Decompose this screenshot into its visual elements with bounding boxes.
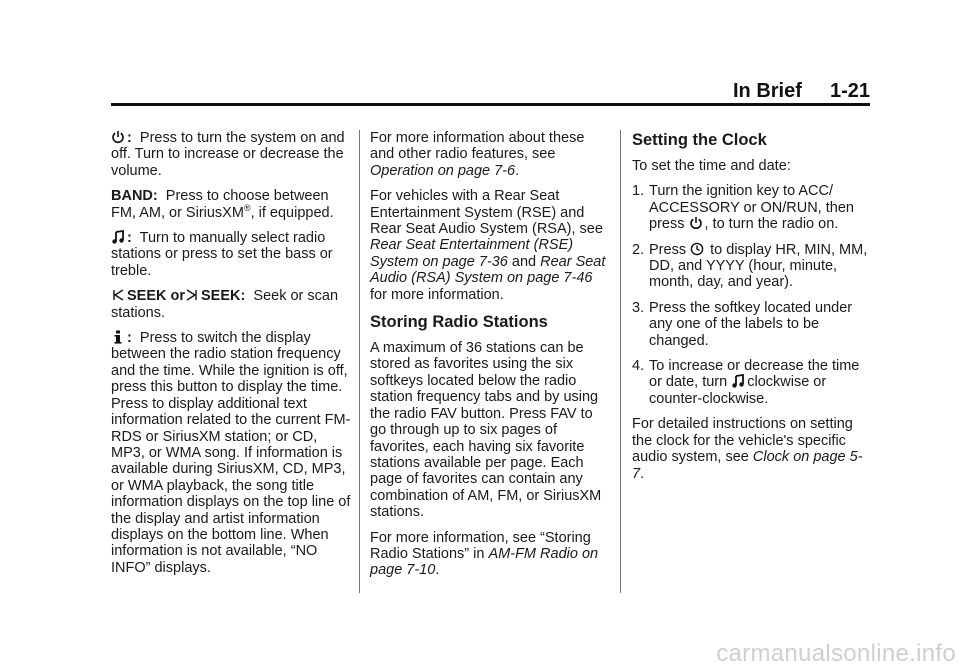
tune-paragraph: : Turn to manually select radio stations or press to set the bass or treble. bbox=[111, 230, 333, 279]
page-header bbox=[733, 80, 870, 104]
cross-reference[interactable]: Rear Seat Entertainment (RSE) System on page 7-36 bbox=[370, 237, 574, 270]
section-title: In Brief bbox=[733, 80, 802, 102]
power-icon bbox=[111, 130, 125, 144]
column-2 bbox=[370, 130, 608, 588]
clock-intro: To set the time and date: bbox=[632, 158, 791, 174]
watermark: carmanualsonline.info bbox=[716, 640, 956, 667]
column-divider bbox=[620, 130, 621, 593]
clock-steps bbox=[632, 183, 872, 407]
clock-icon bbox=[690, 242, 704, 256]
clock-heading: Setting the Clock bbox=[632, 131, 767, 149]
band-paragraph: BAND: Press to choose between FM, AM, or SiriusXM®, if equipped. bbox=[111, 188, 334, 221]
cross-reference[interactable]: Clock on page 5-7 bbox=[632, 449, 863, 482]
tune-knob-icon bbox=[731, 374, 745, 388]
list-item: 4. To increase or decrease the time or date, turn clockwise or counter-clockwise. bbox=[632, 358, 860, 407]
list-item: 3. Press the softkey located under any one of the labels to be changed. bbox=[632, 299, 853, 349]
list-item: 1. Turn the ignition key to ACC/ ACCESSORY or ON/RUN, then press , to turn the radio on. bbox=[632, 183, 854, 233]
more-info-paragraph: For more information about these and other radio features, see Operation on page 7-6. bbox=[370, 130, 585, 179]
column-1 bbox=[111, 130, 351, 585]
cross-reference[interactable]: AM-FM Radio on page 7-10 bbox=[370, 545, 599, 579]
storing-more-paragraph: For more information, see “Storing Radio Stations” in AM-FM Radio on page 7-10. bbox=[370, 529, 599, 579]
storing-heading: Storing Radio Stations bbox=[370, 313, 548, 332]
power-icon bbox=[689, 216, 703, 230]
power-paragraph: : Press to turn the system on and off. Turn to increase or decrease the volume. bbox=[111, 130, 345, 179]
column-divider bbox=[359, 130, 360, 593]
cross-reference[interactable]: Operation on page 7-6 bbox=[370, 162, 516, 179]
info-paragraph: : Press to switch the display between the radio station frequency and the time. While the ignition is off, press this button to display the time. Press to display additional text information related to the current FM-RDS or SiriusXM station; or CD, MP3, or WMA song. If information is available during SiriusXM, CD, MP3, or WMA playback, the song title information displays on the top line of the display and artist information displays on the bottom line. When information is not available, “NO INFO” displays. bbox=[111, 330, 351, 576]
page-number: 1-21 bbox=[829, 80, 870, 102]
column-3 bbox=[632, 130, 872, 491]
tune-knob-icon bbox=[111, 230, 125, 244]
rse-paragraph: For vehicles with a Rear Seat Entertainment System (RSE) and Rear Seat Audio System (RSA), see Rear Seat Entertainment (RSE) System on page 7-36 and Rear Seat Audio (RSA) System on page 7-46 for more information. bbox=[370, 188, 606, 303]
cross-reference[interactable]: Rear Seat Audio (RSA) System on page 7-46 bbox=[370, 253, 606, 287]
header-rule bbox=[111, 103, 870, 106]
seek-paragraph: SEEK or SEEK: Seek or scan stations. bbox=[111, 288, 339, 321]
seek-forward-icon bbox=[185, 288, 199, 302]
storing-paragraph: A maximum of 36 stations can be stored as favorites using the six softkeys located below the radio station frequency tabs and by using the radio FAV button. Press FAV to go through up to six pages of favorites, each having six favorite stations available per page. Each page of favorites can contain any combination of AM, FM, or SiriusXM stations. bbox=[370, 340, 602, 521]
detail-paragraph: For detailed instructions on setting the clock for the vehicle's specific audio system, see Clock on page 5-7. bbox=[632, 416, 863, 482]
list-item: 2. Press to display HR, MIN, MM, DD, and YYYY (hour, minute, month, day, and year). bbox=[632, 241, 868, 291]
info-icon bbox=[111, 330, 125, 344]
seek-back-icon bbox=[111, 288, 125, 302]
